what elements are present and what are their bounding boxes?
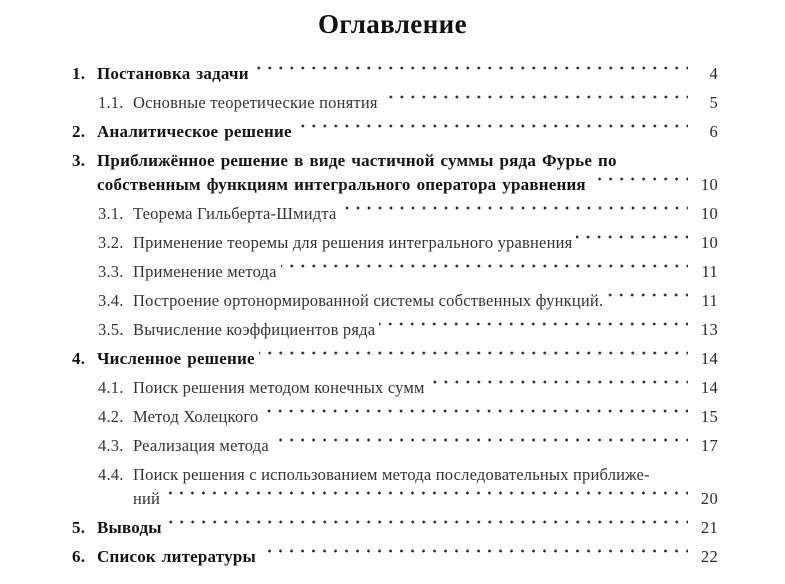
toc-entry-page: 10	[700, 204, 718, 223]
toc-entry-label: Постановка задачи	[97, 64, 249, 83]
dot-leader	[429, 376, 688, 400]
toc-entry-label: Основные теоретические понятия	[133, 93, 378, 112]
toc-entry-page: 13	[700, 320, 718, 339]
toc-entry-4-2	[0, 405, 785, 429]
toc-entry-page: 11	[701, 262, 718, 281]
toc-entry-number: 1.	[72, 64, 86, 83]
dot-leader	[281, 260, 688, 284]
toc-entry-1-1	[0, 91, 785, 115]
toc-entry-page: 14	[700, 378, 718, 397]
dot-leader	[253, 62, 688, 86]
toc-entry-number: 4.4.	[98, 465, 124, 484]
toc-entry-number: 4.1.	[98, 378, 124, 397]
toc-entry-page: 21	[700, 518, 718, 537]
toc-entry-4	[0, 347, 785, 371]
dot-leader	[262, 405, 688, 429]
toc-entry-number: 2.	[72, 122, 86, 141]
toc-entry-4-4	[0, 463, 785, 487]
toc-entry-3-5	[0, 318, 785, 342]
toc-entry-number: 6.	[72, 547, 86, 566]
dot-leader	[260, 545, 688, 569]
toc-entry-label: Теорема Гильберта-Шмидта	[133, 204, 337, 223]
toc-entry-label: Построение ортонормированной системы собственных функций.	[133, 291, 604, 310]
toc-list	[0, 62, 785, 569]
dot-leader	[341, 202, 689, 226]
dot-leader	[590, 173, 688, 197]
toc-entry-page: 6	[709, 122, 718, 141]
toc-entry-number: 3.3.	[98, 262, 124, 281]
toc-entry-page: 14	[700, 349, 718, 368]
toc-entry-label: Аналитическое решение	[97, 122, 292, 141]
toc-entry-label-continued: ний	[133, 489, 161, 508]
dot-leader	[607, 289, 688, 313]
toc-entry-page: 20	[700, 489, 718, 508]
toc-entry-number: 3.	[72, 151, 86, 170]
toc-entry-label: Поиск решения с использованием метода последовательных приближе-	[133, 465, 650, 484]
toc-entry-6	[0, 545, 785, 569]
dot-leader	[576, 231, 688, 255]
dot-leader	[273, 434, 688, 458]
toc-entry-label: Вычисление коэффициентов ряда	[133, 320, 376, 339]
toc-entry-page: 10	[700, 175, 718, 194]
toc-entry-label-continued: собственным функциям интегрального оператора уравнения	[97, 175, 586, 194]
toc-entry-page: 10	[700, 233, 718, 252]
toc-entry-group-3	[0, 149, 785, 197]
dot-leader	[166, 516, 688, 540]
toc-entry-4-1	[0, 376, 785, 400]
toc-entry-label: Выводы	[97, 518, 162, 537]
toc-entry-page: 5	[709, 93, 718, 112]
dot-leader	[296, 120, 688, 144]
toc-entry-4-4-continuation	[0, 487, 785, 511]
toc-entry-number: 3.2.	[98, 233, 124, 252]
toc-entry-5	[0, 516, 785, 540]
toc-entry-3-continuation	[0, 173, 785, 197]
toc-entry-page: 17	[700, 436, 718, 455]
toc-entry-label: Реализация метода	[133, 436, 269, 455]
toc-entry-page: 11	[701, 291, 718, 310]
toc-entry-number: 3.1.	[98, 204, 124, 223]
toc-entry-number: 5.	[72, 518, 86, 537]
toc-entry-number: 4.2.	[98, 407, 124, 426]
toc-entry-number: 3.5.	[98, 320, 124, 339]
toc-entry-page: 22	[700, 547, 718, 566]
toc-entry-4-3	[0, 434, 785, 458]
toc-entry-label: Численное решение	[97, 349, 255, 368]
toc-entry-number: 3.4.	[98, 291, 124, 310]
toc-entry-3	[0, 149, 785, 173]
toc-entry-number: 4.	[72, 349, 86, 368]
toc-entry-number: 4.3.	[98, 436, 124, 455]
toc-entry-2	[0, 120, 785, 144]
dot-leader	[259, 347, 688, 371]
toc-entry-page: 4	[709, 64, 718, 83]
toc-entry-label: Метод Холецкого	[133, 407, 259, 426]
toc-entry-number: 1.1.	[98, 93, 124, 112]
toc-entry-1	[0, 62, 785, 86]
toc-entry-3-4	[0, 289, 785, 313]
dot-leader	[382, 91, 688, 115]
toc-entry-3-3	[0, 260, 785, 284]
dot-leader	[379, 318, 688, 342]
toc-entry-3-2	[0, 231, 785, 255]
toc-entry-group-4-4	[0, 463, 785, 511]
dot-leader	[164, 487, 688, 511]
toc-entry-label: Применение теоремы для решения интегрального уравнения	[133, 233, 573, 252]
page-title: Оглавление	[318, 9, 467, 39]
toc-entry-3-1	[0, 202, 785, 226]
toc-entry-label: Список литературы	[97, 547, 256, 566]
toc-entry-label: Приближённое решение в виде частичной суммы ряда Фурье по	[97, 151, 617, 170]
toc-entry-label: Поиск решения методом конечных сумм	[133, 378, 425, 397]
toc-entry-label: Применение метода	[133, 262, 277, 281]
toc-entry-page: 15	[700, 407, 718, 426]
